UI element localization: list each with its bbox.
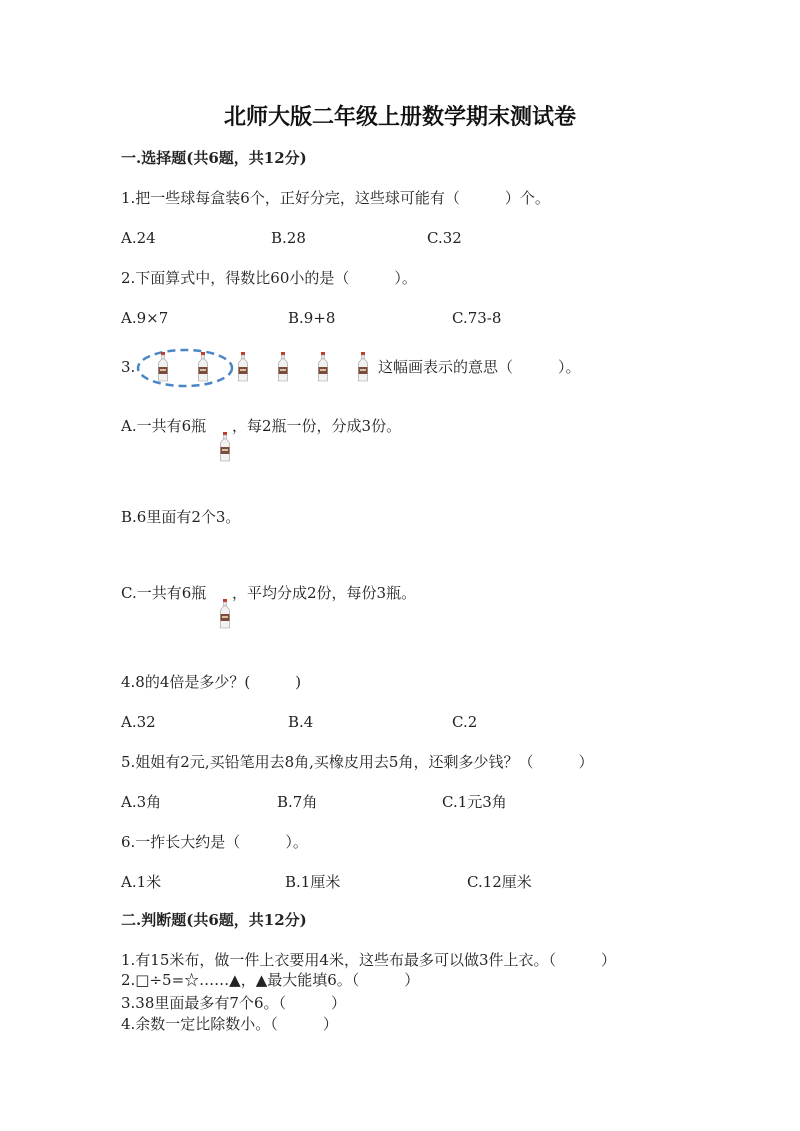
question-3-option-c-left: C.一共有6瓶 xyxy=(121,584,207,602)
question-4-text: 4.8的4倍是多少？( ) xyxy=(121,673,302,691)
bottle-icon xyxy=(237,352,249,382)
question-1-text: 1.把一些球每盒装6个，正好分完，这些球可能有（ ）个。 xyxy=(121,189,550,207)
question-4-option-c: C.2 xyxy=(452,713,478,731)
judgment-item-4: 4.余数一定比除数小。（ ） xyxy=(121,1015,338,1033)
question-3-number: 3. xyxy=(121,358,136,376)
grouping-oval-icon xyxy=(135,347,235,389)
question-6-option-c: C.12厘米 xyxy=(467,873,532,891)
bottle-icon xyxy=(277,352,289,382)
question-6-option-a: A.1米 xyxy=(121,873,162,891)
question-1-option-a: A.24 xyxy=(121,229,156,247)
question-2-option-c: C.73-8 xyxy=(452,309,502,327)
question-5-option-a: A.3角 xyxy=(121,793,162,811)
question-3-text: 这幅画表示的意思（ ）。 xyxy=(378,358,581,376)
question-2-option-b: B.9+8 xyxy=(288,309,336,327)
bottle-icon xyxy=(219,432,231,462)
section-heading-judgment: 二.判断题(共6题，共12分) xyxy=(121,911,307,929)
question-5-option-c: C.1元3角 xyxy=(442,793,507,811)
bottle-icon xyxy=(317,352,329,382)
question-3-option-a-right: ，每2瓶一份，分成3份。 xyxy=(232,417,402,435)
judgment-item-2: 2.□÷5=☆……▲，▲最大能填6。（ ） xyxy=(121,971,420,989)
question-2-text: 2.下面算式中，得数比60小的是（ ）。 xyxy=(121,269,417,287)
question-3-option-a-left: A.一共有6瓶 xyxy=(121,417,207,435)
judgment-item-3: 3.38里面最多有7个6。（ ） xyxy=(121,994,346,1012)
bottle-icon xyxy=(197,352,209,382)
question-5-text: 5.姐姐有2元,买铅笔用去8角,买橡皮用去5角，还剩多少钱？（ ） xyxy=(121,753,594,771)
question-2-option-a: A.9×7 xyxy=(121,309,169,327)
question-6-option-b: B.1厘米 xyxy=(285,873,341,891)
question-3-option-b: B.6里面有2个3。 xyxy=(121,508,241,526)
bottle-icon xyxy=(157,352,169,382)
bottle-icon xyxy=(219,599,231,629)
question-3-option-c-right: ，平均分成2份，每份3瓶。 xyxy=(232,584,417,602)
question-1-option-c: C.32 xyxy=(427,229,462,247)
page-title: 北师大版二年级上册数学期末测试卷 xyxy=(223,104,576,130)
question-4-option-b: B.4 xyxy=(288,713,314,731)
question-5-option-b: B.7角 xyxy=(277,793,318,811)
question-1-option-b: B.28 xyxy=(271,229,306,247)
judgment-item-1: 1.有15米布，做一件上衣要用4米，这些布最多可以做3件上衣。（ ） xyxy=(121,951,616,969)
question-4-option-a: A.32 xyxy=(121,713,156,731)
bottle-icon xyxy=(357,352,369,382)
section-heading-choice: 一.选择题(共6题，共12分) xyxy=(121,149,307,167)
question-6-text: 6.一拃长大约是（ ）。 xyxy=(121,833,308,851)
